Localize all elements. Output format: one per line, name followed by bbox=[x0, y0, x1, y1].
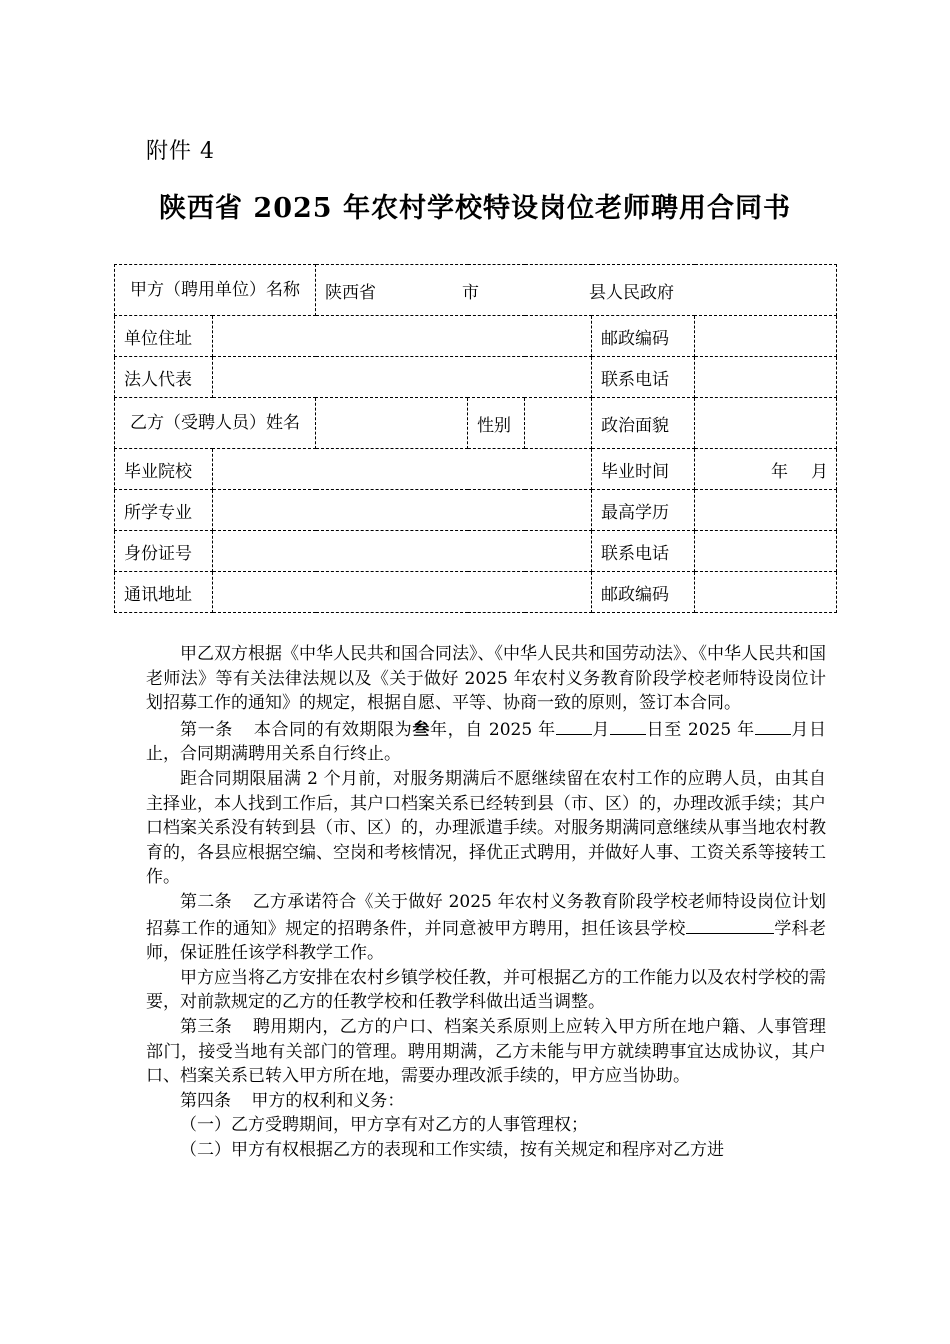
gender-field[interactable] bbox=[525, 398, 592, 449]
city-text: 市 bbox=[462, 282, 479, 303]
table-row bbox=[115, 316, 837, 357]
table-row bbox=[115, 265, 837, 316]
phone-field[interactable] bbox=[695, 357, 837, 398]
paragraph: 甲方应当将乙方安排在农村乡镇学校任教，并可根据乙方的工作能力以及农村学校的需要，对前款规定的乙方的任教学校和任教学科做出适当调整。 bbox=[146, 967, 826, 1013]
contract-body bbox=[146, 642, 826, 1162]
table-row bbox=[115, 449, 837, 490]
political-field[interactable] bbox=[695, 398, 837, 449]
subject-blank[interactable] bbox=[686, 915, 774, 934]
id-field[interactable] bbox=[213, 531, 592, 572]
address-label: 单位住址 bbox=[115, 316, 213, 357]
party-b-name-label: 乙方（受聘人员）姓名 bbox=[115, 398, 316, 449]
phone-label: 联系电话 bbox=[592, 357, 695, 398]
article-1: 第一条 本合同的有效期限为叁年，自 2025 年 月 日至 2025 年 月日止，合同期满聘用关系自行终止。 bbox=[146, 716, 826, 767]
county-text: 县人民政府 bbox=[589, 282, 674, 303]
info-table bbox=[114, 264, 837, 613]
year-text: 年 bbox=[771, 461, 789, 482]
clause-1: （一）乙方受聘期间，甲方享有对乙方的人事管理权； bbox=[180, 1115, 588, 1136]
address-field[interactable] bbox=[213, 316, 592, 357]
month-text: 月 bbox=[811, 461, 829, 482]
school-label: 毕业院校 bbox=[115, 449, 213, 490]
mail-address-field[interactable] bbox=[213, 572, 592, 613]
major-field[interactable] bbox=[213, 490, 592, 531]
legal-rep-label: 法人代表 bbox=[115, 357, 213, 398]
table-row bbox=[115, 490, 837, 531]
postcode-field[interactable] bbox=[695, 316, 837, 357]
attachment-label: 附件 4 bbox=[146, 139, 215, 164]
grad-time-field[interactable] bbox=[695, 449, 837, 490]
postcode2-label: 邮政编码 bbox=[592, 572, 695, 613]
end-month-blank[interactable] bbox=[755, 716, 791, 735]
table-row bbox=[115, 572, 837, 613]
political-label: 政治面貌 bbox=[592, 398, 695, 449]
school-field[interactable] bbox=[213, 449, 592, 490]
degree-label: 最高学历 bbox=[592, 490, 695, 531]
degree-field[interactable] bbox=[695, 490, 837, 531]
month-blank[interactable] bbox=[556, 716, 592, 735]
grad-time-label: 毕业时间 bbox=[592, 449, 695, 490]
party-a-name-label: 甲方（聘用单位）名称 bbox=[115, 265, 316, 316]
party-a-name-field[interactable] bbox=[316, 265, 837, 316]
article-4: 第四条 甲方的权利和义务： bbox=[180, 1090, 405, 1111]
paragraph: 距合同期限届满 2 个月前，对服务期满后不愿继续留在农村工作的应聘人员，由其自主择业，本人找到工作后，其户口档案关系已经转到县（市、区）的，办理改派手续；其户口档案关系没有转到县（市、区）的，办理派遣手续。对服务期满同意继续从事当地农村教育的，各县应根据空编、空岗和考核情况，择优正式聘用，并做好人事、工资关系等接转工作。 bbox=[146, 768, 826, 888]
party-b-name-field[interactable] bbox=[316, 398, 468, 449]
legal-rep-field[interactable] bbox=[213, 357, 592, 398]
postcode-label: 邮政编码 bbox=[592, 316, 695, 357]
postcode2-field[interactable] bbox=[695, 572, 837, 613]
table-row bbox=[115, 357, 837, 398]
day-blank[interactable] bbox=[610, 716, 646, 735]
clause-2: （二）甲方有权根据乙方的表现和工作实绩，按有关规定和程序对乙方进 bbox=[180, 1139, 724, 1160]
table-row bbox=[115, 531, 837, 572]
major-label: 所学专业 bbox=[115, 490, 213, 531]
phone2-field[interactable] bbox=[695, 531, 837, 572]
gender-label: 性别 bbox=[468, 398, 525, 449]
mail-address-label: 通讯地址 bbox=[115, 572, 213, 613]
document-title: 陕西省 2025 年农村学校特设岗位老师聘用合同书 bbox=[159, 193, 791, 224]
phone2-label: 联系电话 bbox=[592, 531, 695, 572]
article-2: 第二条 乙方承诺符合《关于做好 2025 年农村义务教育阶段学校老师特设岗位计划招募工作的通知》规定的招聘条件，并同意被甲方聘用，担任该县学校 学科老师，保证胜任该学科教学工作。 bbox=[146, 891, 827, 964]
table-row bbox=[115, 398, 837, 449]
paragraph: 甲乙双方根据《中华人民共和国合同法》、《中华人民共和国劳动法》、《中华人民共和国老师法》等有关法律法规以及《关于做好 2025 年农村义务教育阶段学校老师特设岗位计划招募工作的通知》的规定，根据自愿、平等、协商一致的原则，签订本合同。 bbox=[146, 644, 826, 714]
article-3: 第三条 聘用期内，乙方的户口、档案关系原则上应转入甲方所在地户籍、人事管理部门，接受当地有关部门的管理。聘用期满，乙方未能与甲方就续聘事宜达成协议，其户口、档案关系已转入甲方所在地，需要办理改派手续的，甲方应当协助。 bbox=[146, 1016, 827, 1087]
province-text: 陕西省 bbox=[325, 282, 376, 303]
id-label: 身份证号 bbox=[115, 531, 213, 572]
